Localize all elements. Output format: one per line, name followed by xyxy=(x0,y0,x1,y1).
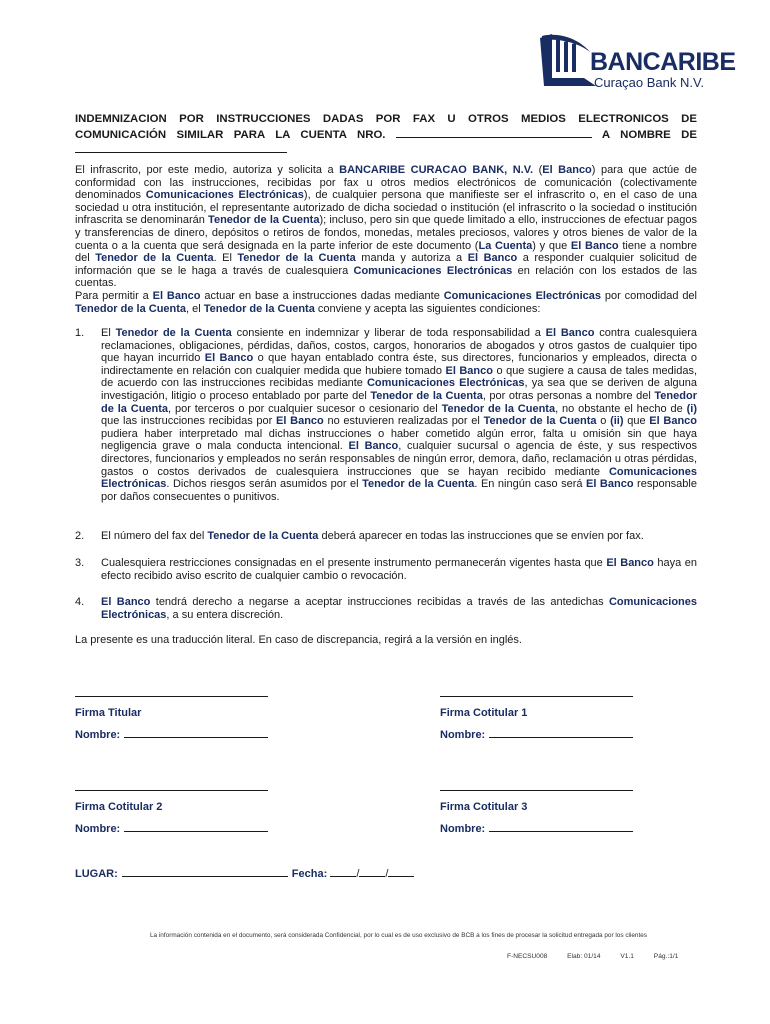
list-item xyxy=(75,327,697,503)
name-label: Nombre: xyxy=(75,729,121,741)
intro-paragraph-2 xyxy=(75,290,697,315)
signature-line[interactable] xyxy=(440,789,633,791)
page-number: Pág.:1/1 xyxy=(653,953,679,960)
name-field xyxy=(75,821,268,835)
title-line-1: INDEMNIZACION POR INSTRUCCIONES DADAS POR FAX U OTROS MEDIOS ELECTRONICOS DE xyxy=(75,113,697,125)
name-label: Nombre: xyxy=(75,823,121,835)
text: . En ningún caso será xyxy=(474,478,587,491)
text: por comodidad del xyxy=(601,289,697,302)
logo-subtitle: Curaçao Bank N.V. xyxy=(594,75,705,90)
item-number: 2. xyxy=(75,530,85,542)
signature-block-titular xyxy=(75,695,268,741)
signature-line[interactable] xyxy=(440,695,633,697)
term-holder: Tenedor de la Cuenta xyxy=(115,327,232,339)
text: ), de cualquier persona que manifieste ser el infrascrito o, en el caso de una sociedad u otra institución, el representante autorizado de dicha sociedad o institución (el infrascrito o la sociedad o institución infrascrita se denominarán xyxy=(75,189,698,227)
place-blank[interactable] xyxy=(122,866,288,877)
signature-label: Firma Titular xyxy=(75,707,142,719)
signature-block-cotitular-3 xyxy=(440,789,633,835)
text: manda y autoriza a xyxy=(355,252,468,265)
term-holder: Tenedor de la Cuenta xyxy=(483,415,597,428)
form-version: V1.1 xyxy=(620,953,634,960)
text: pudiera haber interpretado mal dichas instrucciones o haber cometido algún error, falta u omisión sin que haya negligencia grave o mala conducta intencional. xyxy=(101,427,697,453)
closing-statement: La presente es una traducción literal. En caso de discrepancia, regirá a la versión en inglés. xyxy=(75,634,522,646)
document-title xyxy=(75,112,697,153)
place-label: LUGAR: xyxy=(75,868,118,880)
signature-line[interactable] xyxy=(75,695,268,697)
text: Para permitir a xyxy=(75,289,153,302)
signature-line[interactable] xyxy=(75,789,268,791)
form-code: F-NECSU008 xyxy=(507,953,548,960)
text: , cualquier sucursal o agencia de éste, y sus respectivos directores, funcionarios y empleados no serán responsables de ningún error, demora, daño, reclamación u otras pérdidas, gastos o costos derivados de cualesquiera instrucciones que se hayan recibido mediante xyxy=(101,440,697,478)
term-bank: El Banco xyxy=(204,352,254,365)
signature-label: Firma Cotitular 1 xyxy=(440,707,528,719)
text: conviene y acepta las siguientes condiciones: xyxy=(314,302,541,315)
term-account: La Cuenta xyxy=(478,239,533,252)
text: Cualesquiera restricciones consignadas en el presente instrumento permanecerán vigentes hasta que xyxy=(101,557,607,569)
term-holder: Tenedor de la Cuenta xyxy=(75,302,187,315)
term-bank: El Banco xyxy=(649,415,698,428)
term-bank: El Banco xyxy=(542,164,592,176)
date-year-blank[interactable] xyxy=(388,866,414,877)
term-comms: Comunicaciones Electrónicas xyxy=(366,377,525,390)
date-day-blank[interactable] xyxy=(330,866,356,877)
signature-block-cotitular-2 xyxy=(75,789,268,835)
term-bank: El Banco xyxy=(570,239,619,252)
date-label: Fecha: xyxy=(291,868,328,880)
term-holder: Tenedor de la Cuenta xyxy=(203,302,315,315)
text: haya en efecto recibido aviso escrito de cualquier cambio o revocación. xyxy=(101,557,698,582)
term-holder: Tenedor de la Cuenta xyxy=(95,252,214,265)
item-number: 3. xyxy=(75,557,85,569)
term-bank: El Banco xyxy=(586,478,634,491)
signature-block-cotitular-1 xyxy=(440,695,633,741)
text: ( xyxy=(533,164,543,176)
name-field xyxy=(440,727,633,741)
text: , ya sea que se deriven de alguna investigación, litigio o proceso entablado por parte del xyxy=(101,377,697,402)
item-number: 1. xyxy=(75,327,85,339)
signature-label: Firma Cotitular 2 xyxy=(75,801,163,813)
title-line-2b: A NOMBRE DE xyxy=(601,129,697,141)
term-comms: Comunicaciones Electrónicas xyxy=(145,189,304,202)
account-holder-name-blank[interactable] xyxy=(75,142,287,153)
text: , a su entera discreción. xyxy=(166,608,284,621)
term-holder: Tenedor de la Cuenta xyxy=(101,389,697,415)
term-comms: Comunicaciones Electrónicas xyxy=(353,264,513,277)
term-bank: El Banco xyxy=(276,415,324,428)
term-holder: Tenedor de la Cuenta xyxy=(208,214,320,227)
text: actuar en base a instrucciones dadas mediante xyxy=(200,289,444,302)
term-holder: Tenedor de la Cuenta xyxy=(237,252,356,265)
logo-name: BANCARIBE xyxy=(590,48,736,76)
form-elab-date: Elab: 01/14 xyxy=(567,953,601,960)
list-item xyxy=(75,557,697,582)
text: contra cualesquiera reclamaciones, obligaciones, pérdidas, daños, costos, cargos, honorarios de abogados y otros gastos de cualquier tipo que hayan incurrido xyxy=(101,327,697,365)
text: no estuvieren realizadas por el xyxy=(323,415,484,428)
bancaribe-logo-icon xyxy=(538,34,598,88)
intro-paragraph-1 xyxy=(75,164,697,290)
text: deberá aparecer en todas las instrucciones que se envíen por fax. xyxy=(318,530,644,542)
term-holder: Tenedor de la Cuenta xyxy=(207,530,319,542)
term-holder: Tenedor de la Cuenta xyxy=(362,478,475,491)
name-blank[interactable] xyxy=(489,821,633,832)
text: o que hayan entablado contra éste, sus directores, funcionarios y empleados, directa o indirectamente en relación con cualquier medida que hubiere tomado xyxy=(101,352,697,377)
term-comms: Comunicaciones Electrónicas xyxy=(443,289,601,302)
text: responsable por daños consecuentes o punitivos. xyxy=(101,478,697,503)
account-number-blank[interactable] xyxy=(396,126,592,138)
list-item xyxy=(75,530,697,543)
text: consiente en indemnizar y liberar de toda responsabilidad a xyxy=(231,327,546,339)
text: tiene a nombre del xyxy=(75,239,698,265)
text: ) y que xyxy=(532,239,571,252)
term-bank: El Banco xyxy=(101,596,151,608)
text: que xyxy=(623,415,650,428)
name-blank[interactable] xyxy=(124,821,268,832)
condition-4 xyxy=(75,596,697,621)
term-i: (i) xyxy=(686,402,697,415)
term-holder: Tenedor de la Cuenta xyxy=(370,389,483,402)
term-bank: El Banco xyxy=(348,440,399,453)
term-bank: El Banco xyxy=(445,364,493,377)
text: , por otras personas a nombre del xyxy=(482,389,655,402)
name-blank[interactable] xyxy=(124,727,268,738)
footer-meta xyxy=(507,953,696,960)
list-item xyxy=(75,596,697,621)
text: ) para que actúe de conformidad con las instrucciones, recibidas por fax u otros medios electrónicos de comunicación (colectivamente denominados xyxy=(75,164,697,202)
name-blank[interactable] xyxy=(489,727,633,738)
condition-2 xyxy=(75,530,697,543)
text: o xyxy=(596,415,611,428)
text: ); incluso, pero sin que quede limitado a ello, instrucciones de efectuar pagos y transferencias de dinero, depósitos o retiros de fondos, monedas, metales preciosos, valores y otros bienes de valor de la cuenta o a la cuenta que será designada en la parte inferior de este documento ( xyxy=(75,214,697,252)
signature-label: Firma Cotitular 3 xyxy=(440,801,528,813)
text: El infrascrito, por este medio, autoriza y solicita a xyxy=(75,164,340,176)
term-comms: Comunicaciones Electrónicas xyxy=(101,465,697,491)
item-number: 4. xyxy=(75,596,85,608)
text: tendrá derecho a negarse a aceptar instrucciones recibidas a través de las antedichas xyxy=(150,596,609,608)
confidentiality-note: La información contenida en el documento, será considerada Confidencial, por lo cual es de uso exclusivo de BCB a los fines de procesar la solicitud entregada por los clientes xyxy=(150,932,647,939)
text: en relación con los estados de las cuentas. xyxy=(75,264,697,290)
name-label: Nombre: xyxy=(440,823,486,835)
place-date-row xyxy=(75,866,414,880)
term-bank-full: BANCARIBE CURACAO BANK, N.V. xyxy=(339,164,534,176)
text: , no obstante el hecho de xyxy=(555,402,687,415)
name-label: Nombre: xyxy=(440,729,486,741)
term-comms: Comunicaciones Electrónicas xyxy=(101,596,697,621)
date-separator: / xyxy=(385,868,389,880)
term-bank: El Banco xyxy=(467,252,518,265)
text: El número del fax del xyxy=(101,530,208,542)
text: El xyxy=(101,327,116,339)
text: . El xyxy=(213,252,238,265)
text: o que sugiere a causa de tales medidas, de acuerdo con las instrucciones recibidas mediante xyxy=(101,364,697,390)
date-separator: / xyxy=(356,868,360,880)
text: que las instrucciones recibidas por xyxy=(101,415,277,428)
text: , el xyxy=(186,302,204,315)
name-field xyxy=(75,727,268,741)
date-month-blank[interactable] xyxy=(359,866,385,877)
bancaribe-logo xyxy=(538,30,736,90)
name-field xyxy=(440,821,633,835)
term-bank: El Banco xyxy=(545,327,595,339)
condition-3 xyxy=(75,557,697,582)
text: . Dichos riesgos serán asumidos por el xyxy=(166,478,363,491)
term-bank: El Banco xyxy=(606,557,654,569)
condition-1 xyxy=(75,327,697,503)
term-holder: Tenedor de la Cuenta xyxy=(441,402,556,415)
term-bank: El Banco xyxy=(152,289,201,302)
intro-text xyxy=(75,164,697,315)
title-line-2a: COMUNICACIÓN SIMILAR PARA LA CUENTA NRO. xyxy=(75,129,386,141)
term-ii: (ii) xyxy=(610,415,624,428)
text: , por terceros o por cualquier sucesor o cesionario del xyxy=(168,402,442,415)
title-line-2 xyxy=(75,126,697,142)
text: a responder cualquier solicitud de información que se le haga a través de cualesquiera xyxy=(75,252,697,277)
